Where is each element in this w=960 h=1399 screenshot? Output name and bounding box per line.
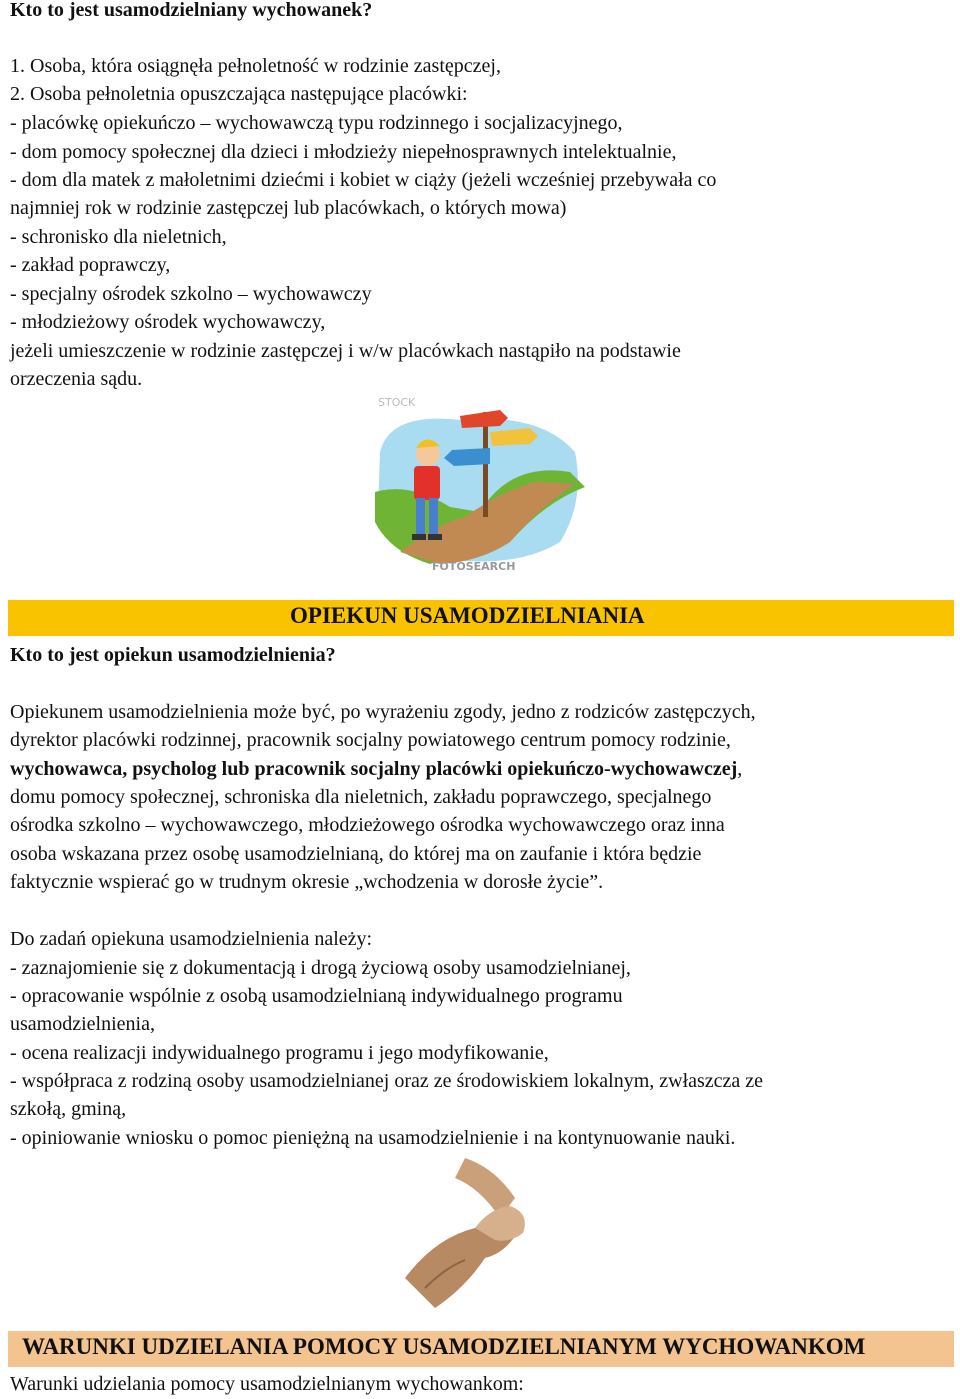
crossroads-illustration: [370, 392, 590, 574]
section1-line: - schronisko dla nieletnich,: [10, 226, 227, 248]
warunki-banner-title: WARUNKI UDZIELANIA POMOCY USAMODZIELNIANYM WYCHOWANKOM: [22, 1334, 866, 1359]
warunki-banner: [8, 1331, 954, 1367]
task-item: - opracowanie wspólnie z osobą usamodzielnianą indywidualnego programu: [10, 985, 623, 1007]
section3-subtitle: Warunki udzielania pomocy usamodzielnianym wychowankom:: [10, 1373, 524, 1395]
task-item: usamodzielnienia,: [10, 1013, 155, 1035]
task-item: - zaznajomienie się z dokumentacją i drogą życiową osoby usamodzielnianej,: [10, 957, 631, 979]
opiekun-banner: [8, 600, 954, 636]
handshake-illustration: [405, 1158, 555, 1318]
section2-para-line: domu pomocy społecznej, schroniska dla nieletnich, zakładu poprawczego, specjalnego: [10, 786, 712, 808]
para-comma: ,: [737, 758, 743, 780]
bold-roles-text: wychowawca, psycholog lub pracownik socjalny placówki opiekuńczo-wychowawczej: [10, 758, 738, 780]
section1-line: - dom pomocy społecznej dla dzieci i młodzieży niepełnosprawnych intelektualnie,: [10, 141, 677, 163]
section1-line: - młodzieżowy ośrodek wychowawczy,: [10, 311, 326, 333]
section1-line: - zakład poprawczy,: [10, 254, 171, 276]
section1-line: 2. Osoba pełnoletnia opuszczająca następujące placówki:: [10, 83, 468, 105]
task-item: - opiniowanie wniosku o pomoc pieniężną na usamodzielnienie i na kontynuowanie nauki.: [10, 1127, 736, 1149]
section1-heading: Kto to jest usamodzielniany wychowanek?: [10, 0, 373, 21]
section2-heading: Kto to jest opiekun usamodzielnienia?: [10, 644, 336, 666]
opiekun-banner-title: OPIEKUN USAMODZIELNIANIA: [290, 603, 645, 628]
section1-line: najmniej rok w rodzinie zastępczej lub placówkach, o których mowa): [10, 197, 567, 219]
section1-line: orzeczenia sądu.: [10, 368, 143, 390]
task-item: - ocena realizacji indywidualnego programu i jego modyfikowanie,: [10, 1042, 549, 1064]
task-item: - współpraca z rodziną osoby usamodzielnianej oraz ze środowiskiem lokalnym, zwłaszcza ze: [10, 1070, 764, 1092]
section2-para-line: dyrektor placówki rodzinnej, pracownik socjalny powiatowego centrum pomocy rodzinie,: [10, 729, 731, 751]
fotosearch-watermark: FOTOSEARCH: [432, 560, 516, 573]
section1-line: - specjalny ośrodek szkolno – wychowawczy: [10, 283, 372, 305]
stock-watermark-text: STOCK: [378, 396, 416, 409]
section2-para-line: osoba wskazana przez osobę usamodzielnianą, do której ma on zaufanie i która będzie: [10, 843, 702, 865]
section1-line: 1. Osoba, która osiągnęła pełnoletność w rodzinie zastępczej,: [10, 55, 501, 77]
section2-para-line: faktycznie wspierać go w trudnym okresie „wchodzenia w dorosłe życie”.: [10, 871, 604, 893]
task-item: szkołą, gminą,: [10, 1098, 127, 1120]
section1-line: - dom dla matek z małoletnimi dziećmi i kobiet w ciąży (jeżeli wcześniej przebywała co: [10, 169, 717, 191]
section1-line: jeżeli umieszczenie w rodzinie zastępczej i w/w placówkach nastąpiło na podstawie: [10, 340, 681, 362]
tasks-intro: Do zadań opiekuna usamodzielnienia należy:: [10, 928, 373, 950]
section2-para-line: ośrodka szkolno – wychowawczego, młodzieżowego ośrodka wychowawczego oraz inna: [10, 814, 725, 836]
section1-line: - placówkę opiekuńczo – wychowawczą typu rodzinnego i socjalizacyjnego,: [10, 112, 623, 134]
section2-para-line: [10, 755, 742, 783]
section2-para-line: Opiekunem usamodzielnienia może być, po wyrażeniu zgody, jedno z rodziców zastępczych,: [10, 701, 756, 723]
